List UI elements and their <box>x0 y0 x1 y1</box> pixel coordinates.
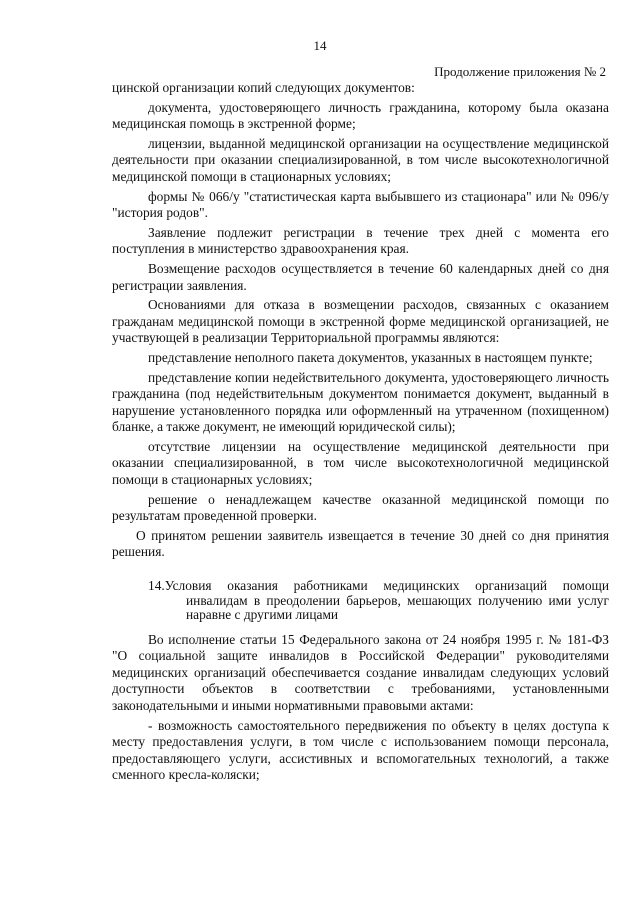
paragraph: формы № 066/у "статистическая карта выбывшего из стационара" или № 096/у "история родов". <box>112 188 609 221</box>
paragraph: отсутствие лицензии на осуществление медицинской деятельности при оказании специализированной, в том числе высокотехнологичной медицинской помощи в стационарных условиях; <box>112 438 609 488</box>
paragraph: Основаниями для отказа в возмещении расходов, связанных с оказанием гражданам медицинской помощи в экстренной форме медицинской организацией, не участвующей в реализации Территориальной программы являются: <box>112 297 609 346</box>
appendix-note: Продолжение приложения № 2 <box>434 64 606 79</box>
paragraph: Во исполнение статьи 15 Федерального закона от 24 ноября 1995 г. № 181-ФЗ "О социальной защите инвалидов в Российской Федерации" руководителями медицинских организаций обеспечивается создание инвалидам следующих условий доступности объектов в соответствии с требованиями, установленными законодательными и иными нормативными правовыми актами: <box>112 631 609 713</box>
paragraph: представление копии недействительного документа, удостоверяющего личность гражданина (под недействительным документом понимается документ, выданный в нарушение установленного порядка или оформленный на утраченном (похищенном) бланке, а также документ, не имеющий юридической силы); <box>112 369 609 435</box>
paragraph: О принятом решении заявитель извещается в течение 30 дней со дня принятия решения. <box>112 527 609 560</box>
paragraph: документа, удостоверяющего личность гражданина, которому была оказана медицинская помощь в экстренной форме; <box>112 99 609 132</box>
paragraph: - возможность самостоятельного передвижения по объекту в целях доступа к месту предоставления услуги, в том числе с использованием помощи персонала, предоставляющего услуги, ассистивных и вспомогательных технологий, а также сменного кресла-коляски; <box>112 717 609 783</box>
document-body <box>112 80 609 787</box>
paragraph: Возмещение расходов осуществляется в течение 60 календарных дней со дня регистрации заявления. <box>112 260 609 293</box>
paragraph: решение о ненадлежащем качестве оказанной медицинской помощи по результатам проведенной проверки. <box>112 491 609 524</box>
section-heading: 14.Условия оказания работниками медицинских организаций помощи инвалидам в преодолении барьеров, мешающих получению ими услуг наравне с другими лицами <box>148 578 609 623</box>
paragraph: лицензии, выданной медицинской организации на осуществление медицинской деятельности при оказании специализированной, в том числе высокотехнологичной медицинской помощи в стационарных условиях; <box>112 135 609 184</box>
page-number: 14 <box>313 38 327 53</box>
paragraph: Заявление подлежит регистрации в течение трех дней с момента его поступления в министерство здравоохранения края. <box>112 224 609 257</box>
paragraph: цинской организации копий следующих документов: <box>112 80 415 95</box>
paragraph: представление неполного пакета документов, указанных в настоящем пункте; <box>148 349 593 365</box>
